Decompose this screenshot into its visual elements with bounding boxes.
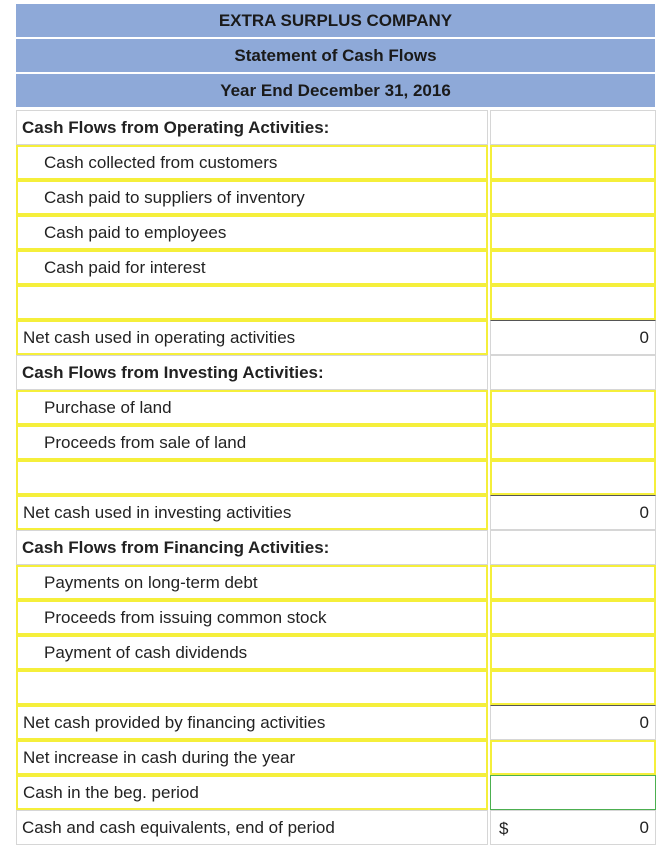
beg-cash-amount[interactable] [490,775,656,810]
financing-item-label[interactable]: Payments on long-term debt [16,565,488,600]
financing-item-amount[interactable] [490,635,656,670]
statement-period: Year End December 31, 2016 [16,74,655,108]
investing-row [16,425,660,460]
currency-symbol: $ [499,818,509,838]
operating-net-value: 0 [490,320,656,355]
beg-cash-label: Cash in the beg. period [16,775,488,810]
operating-blank-label[interactable] [16,285,488,320]
financing-item-amount[interactable] [490,565,656,600]
investing-item-amount[interactable] [490,425,656,460]
financing-blank-row [16,670,660,705]
financing-heading-row [16,530,660,565]
investing-item-label[interactable]: Proceeds from sale of land [16,425,488,460]
beg-cash-row [16,775,660,810]
operating-blank-row [16,285,660,320]
operating-heading-row [16,110,660,145]
financing-item-label[interactable]: Payment of cash dividends [16,635,488,670]
operating-row [16,145,660,180]
financing-item-amount[interactable] [490,600,656,635]
end-cash-value: 0 [639,817,649,837]
operating-heading: Cash Flows from Operating Activities: [16,110,488,145]
financing-net-label: Net cash provided by financing activities [16,705,488,740]
operating-row [16,215,660,250]
statement-title: Statement of Cash Flows [16,39,655,73]
investing-heading-amount [490,355,656,390]
financing-item-label[interactable]: Proceeds from issuing common stock [16,600,488,635]
operating-item-amount[interactable] [490,180,656,215]
end-cash-row [16,810,660,845]
investing-item-label[interactable]: Purchase of land [16,390,488,425]
investing-heading: Cash Flows from Investing Activities: [16,355,488,390]
operating-item-label[interactable]: Cash paid to suppliers of inventory [16,180,488,215]
end-cash-label: Cash and cash equivalents, end of period [16,810,488,845]
operating-net-row [16,320,660,355]
financing-blank-amount[interactable] [490,670,656,705]
net-increase-label: Net increase in cash during the year [16,740,488,775]
investing-row [16,390,660,425]
operating-blank-amount[interactable] [490,285,656,320]
investing-heading-row [16,355,660,390]
operating-item-amount[interactable] [490,250,656,285]
end-cash-amount [490,810,656,845]
operating-row [16,250,660,285]
investing-net-row [16,495,660,530]
operating-item-amount[interactable] [490,215,656,250]
investing-net-value: 0 [490,495,656,530]
investing-blank-amount[interactable] [490,460,656,495]
operating-item-amount[interactable] [490,145,656,180]
financing-heading-amount [490,530,656,565]
financing-blank-label[interactable] [16,670,488,705]
net-increase-row [16,740,660,775]
financing-net-value: 0 [490,705,656,740]
operating-net-label: Net cash used in operating activities [16,320,488,355]
financing-net-row [16,705,660,740]
company-name: EXTRA SURPLUS COMPANY [16,4,655,38]
investing-blank-label[interactable] [16,460,488,495]
investing-blank-row [16,460,660,495]
operating-row [16,180,660,215]
operating-item-label[interactable]: Cash paid to employees [16,215,488,250]
financing-row [16,565,660,600]
investing-item-amount[interactable] [490,390,656,425]
operating-item-label[interactable]: Cash collected from customers [16,145,488,180]
net-increase-amount[interactable] [490,740,656,775]
financing-row [16,600,660,635]
financing-heading: Cash Flows from Financing Activities: [16,530,488,565]
operating-item-label[interactable]: Cash paid for interest [16,250,488,285]
operating-heading-amount [490,110,656,145]
investing-net-label: Net cash used in investing activities [16,495,488,530]
financing-row [16,635,660,670]
